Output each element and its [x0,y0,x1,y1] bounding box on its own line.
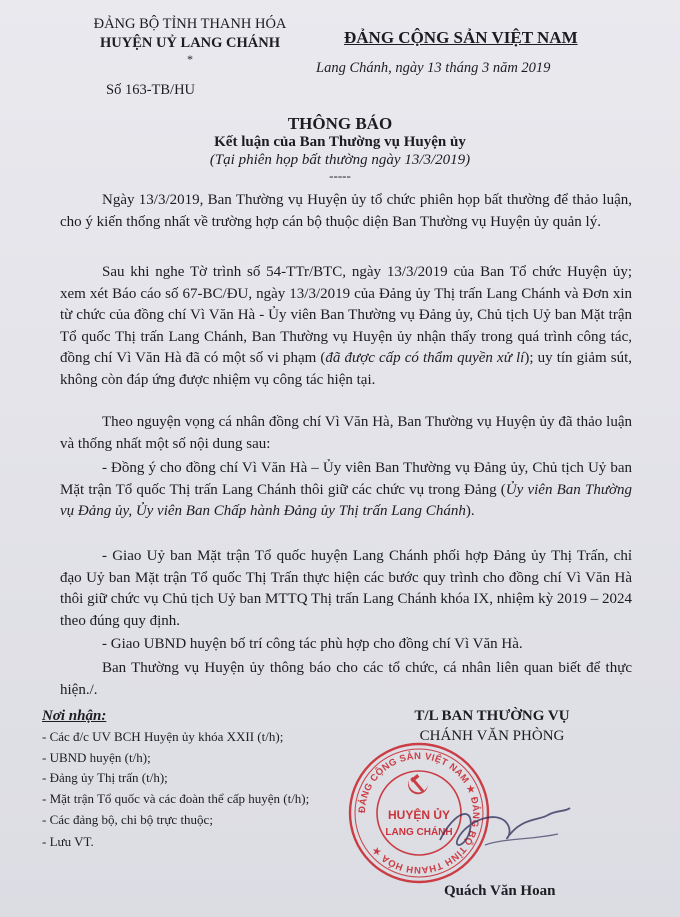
document-date: Lang Chánh, ngày 13 tháng 3 năm 2019 [316,60,551,76]
recipient-item: - Đảng ủy Thị trấn (t/h); [42,770,168,785]
recipient-item: - Lưu VT. [42,834,94,849]
seal-center-line2: LANG CHÁNH [385,827,453,838]
recipients-heading: Nơi nhận: [42,708,107,724]
header-stars: * [187,52,193,66]
party-name-heading: ĐẢNG CỘNG SẢN VIỆT NAM [344,28,578,47]
recipient-item: - Mặt trận Tổ quốc và các đoàn thể cấp huyện (t/h); [42,791,310,806]
title-divider: ----- [329,168,351,183]
signer-name: Quách Văn Hoan [444,883,556,899]
seal-ring-text: ĐẢNG CỘNG SẢN VIỆT NAM ★ ĐẢNG BỘ TỈNH THANH HÓA ★ [356,750,482,876]
paragraph-review-text-a: Sau khi nghe Tờ trình số 54-TTr/BTC, ngày 13/3/2019 của Ban Tổ chức Huyện ủy; xem xét Báo cáo số 67-BC/ĐU, ngày 13/3/2019 của Đảng ủy Thị trấn Lang Chánh và Đơn xin từ chức của đồng chí Vì Văn Hà - Ủy viên Ban Thường vụ Đảng ủy, Chủ tịch Uỷ ban Mặt trận Tổ quốc Thị trấn Lang Chánh, Ban Thường vụ Huyện ủy nhận thấy trong quá trình công tác, đồng chí Vì Văn Hà đã có một số vi phạm ( [60,264,632,366]
document-title-note: (Tại phiên họp bất thường ngày 13/3/2019) [209,152,471,168]
seal-center-line1: HUYỆN ỦY [387,808,451,822]
paragraph-consensus: Theo nguyện vọng cá nhân đồng chí Vì Văn Hà, Ban Thường vụ Huyện ủy đã thảo luận và thống nhất một số nội dung sau: [60,414,632,452]
party-committee-province: ĐẢNG BỘ TỈNH THANH HÓA [93,16,287,32]
item-people-committee: - Giao UBND huyện bố trí công tác phù hợp cho đồng chí Vì Văn Hà. [102,636,523,652]
recipient-item: - UBND huyện (t/h); [42,750,151,765]
signature-position: CHÁNH VĂN PHÒNG [419,728,565,744]
paragraph-closing: Ban Thường vụ Huyện ủy thông báo cho các tổ chức, cá nhân liên quan biết để thực hiện./. [60,660,632,698]
document-title: THÔNG BÁO [287,114,393,133]
recipient-item: - Các đ/c UV BCH Huyện ủy khóa XXII (t/h); [42,729,284,744]
paragraph-review-italic: đã được cấp có thẩm quyền xử lí [325,350,525,366]
paragraph-meeting: Ngày 13/3/2019, Ban Thường vụ Huyện ủy tổ chức phiên họp bất thường để thảo luận, cho ý kiến thống nhất về trường hợp cán bộ thuộc diện Ban Thường vụ Huyện ủy quản lý. [60,192,632,230]
item-resignation-text-a: - Đồng ý cho đồng chí Vì Văn Hà – Ủy viên Ban Thường vụ Đảng ủy, Chủ tịch Uỷ ban Mặt trận Tổ quốc Thị trấn Lang Chánh thôi giữ các chức vụ trong Đảng ( [60,460,632,498]
item-resignation [60,458,632,523]
item-resignation-italic: Ủy viên Ban Thường vụ Đảng ủy, Ủy viên Ban Chấp hành Đảng ủy Thị trấn Lang Chánh [60,481,633,519]
item-resignation-text-b: ). [465,503,475,519]
paragraph-review-text-b: ); uy tín giảm sút, không còn đáp ứng được nhiệm vụ công tác hiện tại. [60,350,632,388]
handwritten-signature [430,790,580,860]
signature-authority: T/L BAN THƯỜNG VỤ [414,708,570,724]
document-number: Số 163-TB/HU [106,82,196,98]
recipient-item: - Các đảng bộ, chi bộ trực thuộc; [42,812,213,827]
item-front-committee: - Giao Uỷ ban Mặt trận Tổ quốc huyện Lang Chánh phối hợp Đảng ủy Thị Trấn, chỉ đạo Uỷ ban Mặt trận Tổ quốc Thị Trấn thực hiện các bước quy trình cho đồng chí Vì Văn Hà thôi giữ chức vụ Chủ tịch Uỷ ban MTTQ Thị trấn Lang Chánh khóa IX, nhiệm kỳ 2019 – 2024 theo đúng quy định. [60,548,632,629]
district-committee: HUYỆN UỶ LANG CHÁNH [99,35,281,51]
paragraph-review [60,262,632,391]
document-subtitle: Kết luận của Ban Thường vụ Huyện ủy [214,134,466,150]
hammer-sickle-icon [408,774,428,794]
